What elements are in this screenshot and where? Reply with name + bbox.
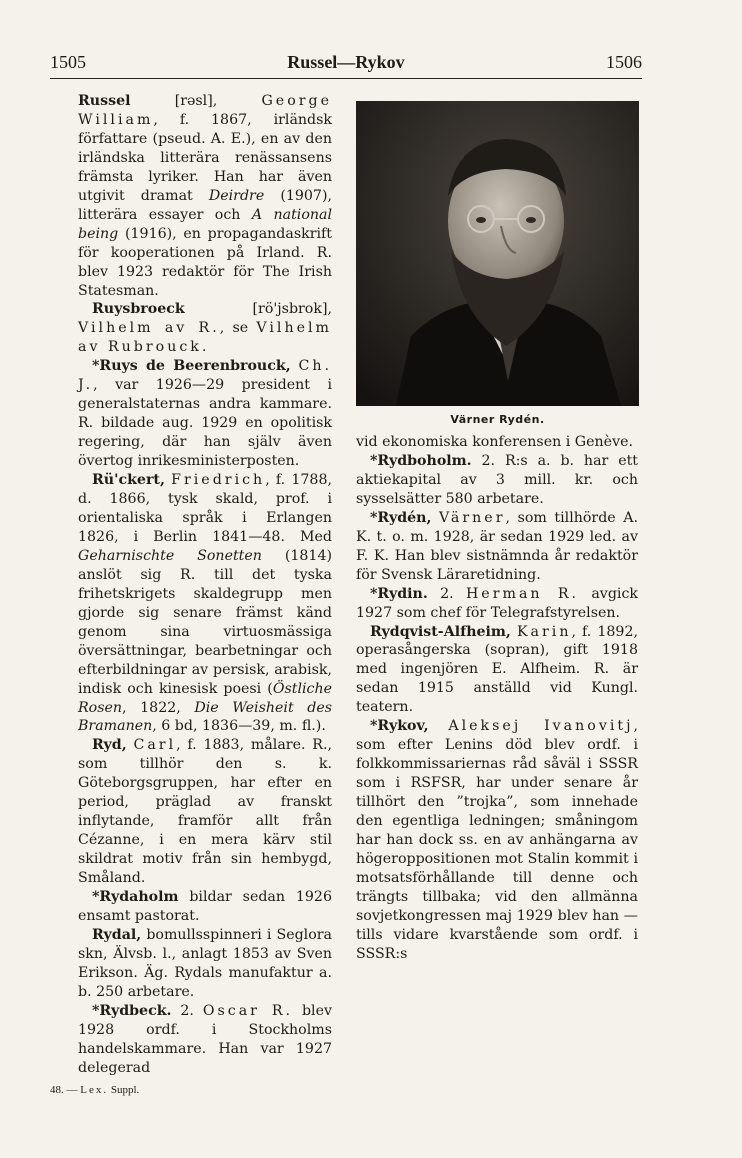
entry-rydboholm: *Rydboholm. 2. R:s a. b. har ett aktiekapital av 3 mill. kr. och sysselsätter 580 arbetare. xyxy=(356,452,638,507)
entry-ruys: *Ruys de Beerenbrouck, Ch. J., var 1926—29 president i generalstaternas andra kammare. R. bildade aug. 1929 en opolitisk regering, där han själv även övertog inrikesministerposten. xyxy=(78,358,332,470)
continued-text: vid ekonomiska konferensen i Genève. xyxy=(356,434,633,450)
portrait-image xyxy=(356,101,639,406)
entry-ruysbroeck: Ruysbroeck [rö'jsbrok], Vilhelm av R., se Vilhelm av Rubrouck. xyxy=(78,301,332,356)
page-number-right: 1506 xyxy=(606,52,642,72)
header-rule xyxy=(50,78,642,79)
entry-ryden: *Rydén, Värner, som tillhörde A. K. t. o. m. 1928, är sedan 1929 led. av F. K. Han blev sistnämnda år redaktör för Svensk Läraretidning. xyxy=(356,509,638,583)
entry-russel: Russel [rəsl], George William, f. 1867, irländsk författare (pseud. A. E.), en av den irländska litterära renässansens främsta lyriker. Han har även utgivit dramat Deirdre (1907), litterära essayer och A national being (1916), en propagandaskrift för kooperationen på Irland. R. blev 1923 redaktör för The Irish Statesman. xyxy=(78,93,333,299)
page-number-left: 1505 xyxy=(50,52,86,72)
entry-rykov: *Rykov, Aleksej Ivanovitj, som efter Lenins död blev ordf. i folkkommissariernas råd såväl i SSSR som i RSFSR, har under senare år tillhört den ”trojka”, som innehade den egentliga ledningen; småningom har han dock ss. en av anhängarna av högeroppositionen mot Stalin kommit i motsatsförhållande till denne och trängts tillbaka; vid den allmänna sovjetkongressen maj 1929 blev han — tills vidare kvarstående som ordf. i SSSR:s xyxy=(356,718,638,962)
right-column xyxy=(356,433,638,964)
running-title: Russel—Rykov xyxy=(287,52,405,72)
page-footer: 48. — Lex. Suppl. xyxy=(50,1084,140,1096)
left-column xyxy=(78,92,332,1078)
page-header xyxy=(50,50,642,76)
entry-ruckert: Rü'ckert, Friedrich, f. 1788, d. 1866, tysk skald, prof. i orientaliska språk i Erlangen 1826, i Berlin 1841—48. Med Geharnischte Sonetten (1814) anslöt sig R. till det tyska frihetskrigets skaldegrupp men gjorde sig senare främst känd genom sina virtuosmässiga översättningar, bearbetningar och efterbildningar av persisk, arabisk, indisk och kinesisk poesi (Östliche Rosen, 1822, Die Weisheit des Bramanen, 6 bd, 1836—39, m. fl.). xyxy=(78,472,333,735)
entry-ryd: Ryd, Carl, f. 1883, målare. R., som tillhör den s. k. Göteborgsgruppen, har efter en period, präglad av franskt inflytande, framför allt från Cézanne, i en mera kärv stil skildrat motiv från sin hembygd, Småland. xyxy=(78,737,333,887)
entry-rydqvist: Rydqvist-Alfheim, Karin, f. 1892, operasångerska (sopran), gift 1918 med ingenjören E. Alfheim. R. är sedan 1915 anställd vid Kungl. teatern. xyxy=(356,623,638,716)
portrait-photo xyxy=(356,101,639,406)
entry-rydal: Rydal, bomullsspinneri i Seglora skn, Älvsb. l., anlagt 1853 av Sven Erikson. Äg. Rydals manufaktur a. b. 250 arbetare. xyxy=(78,926,332,1000)
figure-caption: Värner Rydén. xyxy=(450,413,545,426)
entry-rydin: *Rydin. 2. Herman R. avgick 1927 som chef för Telegrafstyrelsen. xyxy=(356,585,638,621)
entry-rydbeck: *Rydbeck. 2. Oscar R. blev 1928 ordf. i Stockholms handelskammare. Han var 1927 delegerad xyxy=(78,1002,332,1076)
entry-rydaholm: *Rydaholm bildar sedan 1926 ensamt pastorat. xyxy=(78,889,332,924)
